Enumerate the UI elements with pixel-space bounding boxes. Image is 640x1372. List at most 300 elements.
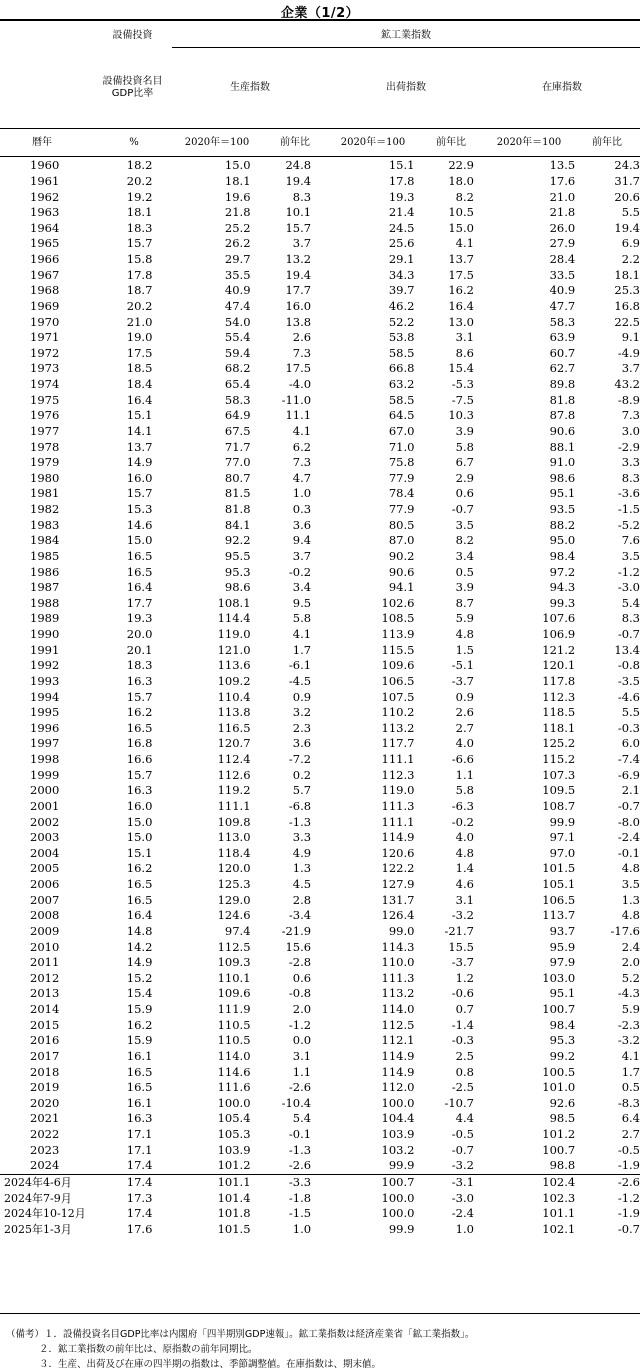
cell-inventory-index: 97.0 [549,845,576,860]
cell-production-index: 113.0 [217,830,251,845]
cell-inventory-yoy: 18.1 [614,267,640,282]
cell-year: 1998 [30,752,60,767]
cell-shipments-yoy: 4.8 [455,627,474,642]
cell-production-yoy: 4.5 [292,877,312,892]
cell-shipments-index: 126.4 [381,908,415,923]
cell-shipments-yoy: -5.3 [451,377,474,392]
cell-shipments-index: 87.0 [388,533,415,548]
cell-production-index: 81.8 [224,502,251,517]
cell-inventory-index: 100.7 [542,1142,576,1157]
cell-shipments-yoy: -3.2 [451,1158,474,1173]
cell-production-yoy: -10.4 [281,1095,312,1110]
cell-shipments-yoy: 0.9 [455,689,474,704]
cell-capex-ratio: 16.5 [126,564,153,579]
cell-inventory-index: 81.8 [549,392,576,407]
cell-production-index: 101.5 [217,1221,251,1236]
cell-shipments-index: 100.0 [381,1095,415,1110]
cell-inventory-index: 17.6 [549,173,576,188]
cell-capex-ratio: 17.4 [126,1158,153,1173]
cell-production-index: 109.8 [217,814,251,829]
cell-production-yoy: 15.7 [285,220,312,235]
table-row [0,814,640,830]
cell-production-index: 103.9 [217,1142,251,1157]
cell-shipments-yoy: -2.5 [451,1080,474,1095]
cell-production-index: 64.9 [224,408,251,423]
table-row [0,1096,640,1112]
cell-shipments-index: 94.1 [388,580,415,595]
cell-capex-ratio: 16.8 [126,736,153,751]
cell-shipments-index: 66.8 [388,361,415,376]
cell-production-yoy: -4.5 [288,673,312,688]
cell-shipments-index: 34.3 [388,267,415,282]
cell-production-yoy: -3.4 [288,908,312,923]
cell-inventory-yoy: 2.1 [621,783,640,798]
cell-inventory-yoy: 6.9 [621,236,640,251]
cell-year: 1995 [30,705,60,720]
table-row [0,1080,640,1096]
cell-production-yoy: -0.8 [288,986,312,1001]
unit-pct: % [129,137,139,148]
cell-production-index: 40.9 [224,283,251,298]
table-row [0,892,640,908]
cell-shipments-yoy: 5.8 [455,783,474,798]
cell-shipments-index: 53.8 [388,330,415,345]
cell-capex-ratio: 15.9 [126,1002,153,1017]
cell-shipments-yoy: 1.4 [455,861,474,876]
cell-inventory-index: 112.3 [542,689,576,704]
cell-year: 2011 [30,955,60,970]
cell-production-index: 35.5 [224,267,251,282]
cell-shipments-yoy: 10.5 [448,205,474,220]
cell-shipments-yoy: 22.9 [448,158,474,173]
table-row [0,439,640,455]
cell-inventory-index: 120.1 [542,658,576,673]
cell-production-yoy: 8.3 [292,189,312,204]
cell-production-yoy: -6.1 [288,658,312,673]
cell-shipments-index: 112.3 [381,767,415,782]
cell-production-index: 101.1 [152,1174,250,1190]
quarter-row [0,1222,640,1238]
cell-year: 1984 [30,533,60,548]
cell-inventory-yoy: 6.0 [621,736,640,751]
cell-shipments-yoy: 1.0 [455,1221,474,1236]
top-rule [0,19,640,21]
cell-capex-ratio: 14.8 [126,923,153,938]
cell-production-index: 112.5 [217,939,251,954]
cell-capex-ratio: 17.8 [126,267,153,282]
cell-production-yoy: 0.0 [292,1033,312,1048]
cell-inventory-yoy: -8.0 [617,814,640,829]
cell-year: 1964 [30,220,60,235]
cell-production-index: 47.4 [224,298,251,313]
cell-production-yoy: 13.2 [285,252,312,267]
cell-shipments-yoy: 8.2 [455,189,474,204]
cell-capex-ratio: 15.0 [126,814,153,829]
cell-capex-ratio: 15.1 [126,845,153,860]
cell-shipments-yoy: 3.1 [455,892,474,907]
cell-inventory-yoy: 22.5 [614,314,640,329]
cell-shipments-index: 19.3 [388,189,415,204]
quarter-row [0,1206,640,1222]
table-row [0,517,640,533]
cell-production-index: 54.0 [224,314,251,329]
cell-shipments-yoy: 2.6 [455,705,474,720]
cell-shipments-index: 114.9 [381,1064,415,1079]
cell-shipments-yoy: 4.1 [455,236,474,251]
cell-shipments-index: 112.0 [381,1080,415,1095]
cell-production-yoy: 4.7 [292,470,312,485]
cell-inventory-index: 115.2 [542,752,576,767]
cell-production-index: 129.0 [217,892,251,907]
cell-inventory-yoy: 43.2 [614,377,640,392]
table-row [0,689,640,705]
cell-shipments-index: 120.6 [381,845,415,860]
cell-shipments-yoy: 13.7 [448,252,474,267]
table-row [0,1002,640,1018]
cell-year: 2015 [30,1017,60,1032]
cell-year: 1986 [30,564,60,579]
cell-year: 1979 [30,455,60,470]
cell-production-yoy: 7.3 [292,345,312,360]
cell-shipments-yoy: -2.4 [451,1206,474,1221]
cell-inventory-yoy: -3.5 [617,673,640,688]
cell-inventory-index: 106.5 [542,892,576,907]
cell-year: 1975 [30,392,60,407]
cell-production-yoy: 9.5 [292,595,312,610]
cell-shipments-index: 71.0 [388,439,415,454]
unit-shipments-idx: 2020年＝100 [340,137,406,148]
quarter-row [0,1174,640,1190]
cell-inventory-yoy: -4.3 [617,986,640,1001]
cell-inventory-yoy: 3.7 [621,361,640,376]
cell-capex-ratio: 16.6 [126,752,153,767]
cell-production-index: 120.7 [217,736,251,751]
cell-inventory-yoy: -1.5 [617,502,640,517]
cell-production-index: 114.4 [217,611,251,626]
cell-capex-ratio: 21.0 [126,314,153,329]
cell-shipments-yoy: 8.2 [455,533,474,548]
cell-shipments-yoy: 5.8 [455,439,474,454]
cell-production-index: 26.2 [224,236,251,251]
cell-inventory-yoy: 8.3 [621,470,640,485]
cell-capex-ratio: 17.3 [126,1190,153,1205]
cell-capex-ratio: 15.7 [126,236,153,251]
cell-inventory-index: 98.4 [549,1017,576,1032]
cell-shipments-index: 64.5 [388,408,415,423]
data-table-body [0,158,640,1237]
cell-year: 1994 [30,689,60,704]
cell-production-yoy: 2.0 [292,1002,312,1017]
table-row [0,314,640,330]
table-row [0,205,640,221]
cell-production-yoy: -3.3 [251,1174,312,1190]
cell-production-index: 110.4 [217,689,251,704]
cell-shipments-yoy: 17.5 [448,267,474,282]
cell-capex-ratio: 18.5 [126,361,153,376]
cell-capex-ratio: 16.5 [126,877,153,892]
cell-year: 2020 [30,1095,60,1110]
cell-year: 1983 [30,517,60,532]
cell-inventory-yoy: 5.9 [621,1002,640,1017]
cell-capex-ratio: 17.4 [88,1174,153,1190]
cell-capex-ratio: 16.2 [126,1017,153,1032]
cell-inventory-index: 125.2 [542,736,576,751]
cell-capex-ratio: 17.4 [126,1206,153,1221]
cell-production-yoy: 16.0 [285,298,312,313]
cell-production-yoy: -1.8 [288,1190,312,1205]
cell-capex-ratio: 16.0 [126,470,153,485]
cell-production-index: 97.4 [224,923,251,938]
cell-year: 2022 [30,1127,60,1142]
cell-inventory-yoy: 1.3 [621,892,640,907]
cell-inventory-yoy: 3.0 [621,423,640,438]
cell-year: 2008 [30,908,60,923]
cell-inventory-yoy: -2.4 [617,830,640,845]
cell-capex-ratio: 17.5 [126,345,153,360]
cell-inventory-index: 103.0 [542,970,576,985]
cell-inventory-index: 101.0 [542,1080,576,1095]
cell-shipments-index: 113.2 [381,986,415,1001]
cell-inventory-index: 90.6 [549,423,576,438]
cell-inventory-index: 62.7 [549,361,576,376]
cell-inventory-index: 87.8 [549,408,576,423]
cell-shipments-yoy: 0.6 [455,486,474,501]
table-row [0,236,640,252]
cell-year: 1996 [30,720,60,735]
cell-shipments-yoy: 4.4 [455,1111,474,1126]
cell-shipments-index: 58.5 [388,392,415,407]
cell-inventory-index: 27.9 [549,236,576,251]
cell-production-index: 59.4 [224,345,251,360]
cell-production-yoy: 3.6 [292,517,312,532]
cell-production-index: 80.7 [224,470,251,485]
table-row [0,1064,640,1080]
cell-capex-ratio: 16.3 [126,783,153,798]
cell-inventory-yoy: -2.3 [617,1017,640,1032]
cell-year: 1971 [30,330,60,345]
cell-inventory-yoy: -0.3 [617,720,640,735]
cell-year: 1997 [30,736,60,751]
cell-shipments-yoy: -0.6 [451,986,474,1001]
cell-inventory-index: 107.3 [542,767,576,782]
table-row [0,549,640,565]
cell-shipments-yoy: 13.0 [448,314,474,329]
cell-production-index: 125.3 [217,877,251,892]
cell-production-index: 65.4 [224,377,251,392]
cell-inventory-index: 100.5 [542,1064,576,1079]
cell-inventory-index: 97.9 [549,955,576,970]
cell-year: 1988 [30,595,60,610]
cell-shipments-yoy: -6.3 [451,798,474,813]
cell-shipments-index: 90.2 [388,548,415,563]
cell-inventory-index: 109.5 [542,783,576,798]
cell-shipments-yoy: -3.7 [451,673,474,688]
cell-capex-ratio: 17.1 [126,1142,153,1157]
unit-inventory-yoy: 前年比 [592,137,622,148]
cell-inventory-yoy: 3.3 [621,455,640,470]
cell-production-yoy: 2.6 [292,330,312,345]
cell-inventory-index: 21.8 [549,205,576,220]
table-row [0,846,640,862]
cell-shipments-yoy: -3.2 [451,908,474,923]
cell-shipments-yoy: -21.7 [444,923,474,938]
cell-capex-ratio: 16.2 [126,861,153,876]
subheader-rule [0,128,640,129]
cell-capex-ratio: 15.7 [126,767,153,782]
cell-production-yoy: -4.0 [288,377,312,392]
cell-shipments-index: 111.3 [381,798,415,813]
cell-year: 1967 [30,267,60,282]
cell-year: 1981 [30,486,60,501]
cell-capex-ratio: 20.1 [126,642,153,657]
cell-inventory-index: 28.4 [549,252,576,267]
cell-year: 1973 [30,361,60,376]
table-row [0,1049,640,1065]
cell-inventory-index: 117.8 [542,673,576,688]
cell-year: 2023 [30,1142,60,1157]
cell-production-index: 101.8 [217,1206,251,1221]
cell-year: 1965 [30,236,60,251]
cell-production-yoy: -2.6 [288,1158,312,1173]
cell-inventory-index: 95.9 [549,939,576,954]
cell-shipments-yoy: 18.0 [448,173,474,188]
note-3: ３．生産、出荷及び在庫の四半期の指数は、季節調整値。在庫指数は、期末値。 [39,1359,382,1370]
cell-production-yoy: 5.7 [292,783,312,798]
cell-inventory-index: 118.1 [542,720,576,735]
table-row [0,877,640,893]
cell-year: 1961 [30,173,60,188]
cell-capex-ratio: 20.2 [126,173,153,188]
cell-shipments-yoy: 4.0 [455,736,474,751]
cell-inventory-yoy: -17.6 [610,923,640,938]
cell-production-yoy: -1.3 [288,814,312,829]
cell-inventory-yoy: -1.9 [617,1206,640,1221]
cell-shipments-index: 24.5 [388,220,415,235]
table-row [0,861,640,877]
cell-shipments-yoy: 4.6 [455,877,474,892]
cell-capex-ratio: 17.7 [126,595,153,610]
cell-inventory-yoy: -1.2 [617,564,640,579]
cell-inventory-index: 33.5 [549,267,576,282]
cell-production-index: 84.1 [224,517,251,532]
cell-inventory-index: 40.9 [549,283,576,298]
cell-production-index: 120.0 [217,861,251,876]
cell-shipments-yoy: -6.6 [451,752,474,767]
cell-capex-ratio: 15.0 [126,830,153,845]
cell-year: 1972 [30,345,60,360]
cell-shipments-yoy: 15.4 [448,361,474,376]
table-row [0,252,640,268]
cell-year: 1974 [30,377,60,392]
cell-production-yoy: 1.1 [292,1064,312,1079]
cell-year: 1993 [30,673,60,688]
table-row [0,1017,640,1033]
cell-capex-ratio: 16.5 [126,1064,153,1079]
cell-capex-ratio: 14.1 [126,423,153,438]
cell-production-yoy: 2.8 [292,892,312,907]
table-row [0,799,640,815]
cell-production-index: 101.2 [217,1158,251,1173]
cell-production-index: 121.0 [217,642,251,657]
cell-shipments-index: 111.1 [381,814,415,829]
cell-production-yoy: 17.7 [285,283,312,298]
cell-inventory-yoy: 2.4 [621,939,640,954]
cell-inventory-yoy: -3.6 [617,486,640,501]
cell-year: 1966 [30,252,60,267]
cell-shipments-index: 111.3 [381,970,415,985]
cell-inventory-index: 97.1 [549,830,576,845]
table-row [0,158,640,174]
cell-capex-ratio: 15.4 [126,986,153,1001]
cell-year: 1976 [30,408,60,423]
cell-production-index: 105.3 [217,1127,251,1142]
cell-shipments-index: 15.1 [388,158,415,173]
table-row [0,533,640,549]
cell-inventory-index: 113.7 [542,908,576,923]
header-shipments-index: 出荷指数 [386,82,426,93]
cell-capex-ratio: 16.5 [126,1080,153,1095]
cell-inventory-yoy: 6.4 [621,1111,640,1126]
cell-shipments-yoy: 8.6 [455,345,474,360]
cell-year: 1977 [30,423,60,438]
cell-shipments-index: 29.1 [388,252,415,267]
cell-inventory-index: 102.4 [474,1174,575,1190]
cell-year: 2004 [30,845,60,860]
cell-shipments-yoy: 15.0 [448,220,474,235]
cell-shipments-index: 25.6 [388,236,415,251]
cell-shipments-index: 58.5 [388,345,415,360]
cell-capex-ratio: 15.3 [126,502,153,517]
cell-capex-ratio: 20.2 [126,298,153,313]
cell-inventory-yoy: 2.0 [621,955,640,970]
cell-production-index: 92.2 [224,533,251,548]
cell-production-index: 116.5 [217,720,251,735]
cell-shipments-index: 21.4 [388,205,415,220]
cell-shipments-yoy: -1.4 [451,1017,474,1032]
cell-production-index: 21.8 [224,205,251,220]
cell-capex-ratio: 16.3 [126,1111,153,1126]
cell-shipments-yoy: 3.5 [455,517,474,532]
cell-shipments-yoy: 2.7 [455,720,474,735]
cell-year: 1978 [30,439,60,454]
unit-production-idx: 2020年＝100 [184,137,250,148]
cell-capex-ratio: 16.1 [126,1095,153,1110]
table-row [0,939,640,955]
table-row [0,705,640,721]
cell-shipments-index: 102.6 [381,595,415,610]
cell-production-index: 19.6 [224,189,251,204]
table-row [0,189,640,205]
note-2: ２．鉱工業指数の前年比は、原指数の前年同期比。 [39,1344,258,1355]
cell-shipments-index: 100.0 [381,1206,415,1221]
table-row [0,596,640,612]
table-row [0,1142,640,1158]
cell-production-index: 100.0 [217,1095,251,1110]
cell-inventory-yoy: -0.7 [617,798,640,813]
table-row [0,221,640,237]
cell-shipments-yoy: 10.3 [448,408,474,423]
cell-year: 2021 [30,1111,60,1126]
cell-shipments-yoy: 3.9 [455,580,474,595]
cell-production-index: 58.3 [224,392,251,407]
cell-inventory-yoy: 5.5 [621,205,640,220]
cell-shipments-yoy: 1.2 [455,970,474,985]
cell-inventory-index: 95.1 [549,986,576,1001]
notes-label: （備考） [6,1329,45,1340]
cell-inventory-index: 98.4 [549,548,576,563]
table-row [0,767,640,783]
cell-production-yoy: -0.2 [288,564,312,579]
